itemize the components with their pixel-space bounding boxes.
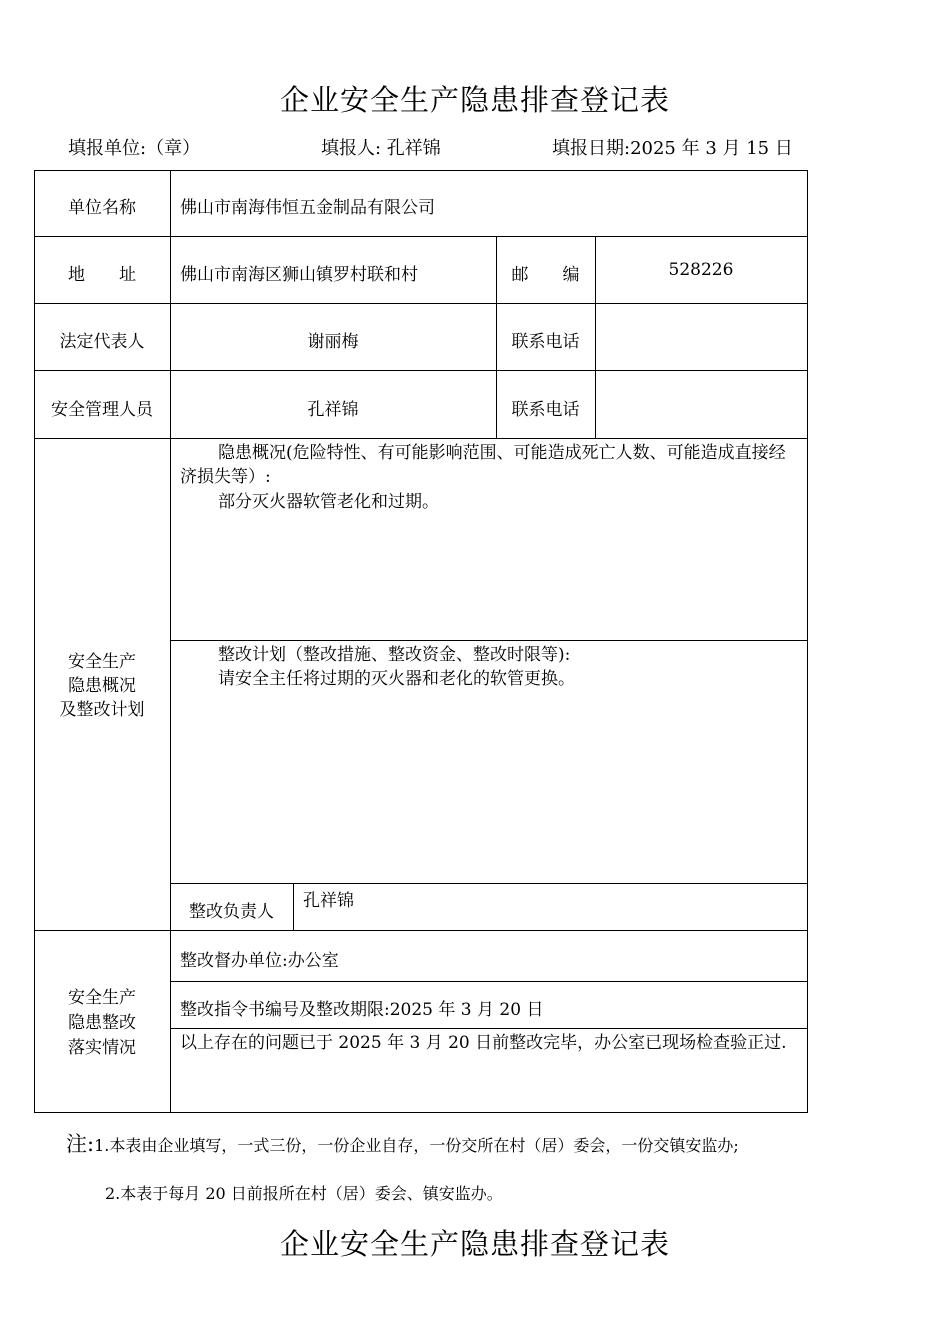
- unit-name-value: 佛山市南海伟恒五金制品有限公司: [180, 198, 435, 218]
- unit-name-label: 单位名称: [68, 198, 136, 218]
- hazard-overview-text: 部分灭火器软管老化和过期。: [218, 492, 439, 512]
- rectify-plan-text: 请安全主任将过期的灭火器和老化的软管更换。: [218, 669, 575, 689]
- rectify-person-value: 孔祥锦: [303, 891, 354, 911]
- completion-text: 以上存在的问题已于 2025 年 3 月 20 日前整改完毕，办公室已现场检查验正过.: [180, 1033, 787, 1053]
- notes-line-2: 2.本表于每月 20 日前报所在村（居）委会、镇安监办。: [105, 1184, 503, 1203]
- notes-prefix: 注:: [66, 1132, 95, 1156]
- safety-manager-value: 孔祥锦: [307, 400, 359, 420]
- legal-rep-value: 谢丽梅: [307, 332, 359, 352]
- postcode-value: 528226: [668, 260, 734, 280]
- supervise-unit: 整改督办单位:办公室: [180, 951, 339, 971]
- hazard-overview-heading: 隐患概况(危险特性、有可能影响范围、可能造成死亡人数、可能造成直接经济损失等）:: [180, 443, 786, 487]
- rectify-person-label: 整改负责人: [189, 902, 274, 922]
- safety-manager-label: 安全管理人员: [51, 400, 153, 420]
- notes-line-1-text: 1.本表由企业填写，一式三份，一份企业自存，一份交所在村（居）委会，一份交镇安监办;: [94, 1136, 739, 1155]
- footer-title: 企业安全生产隐患排查登记表: [279, 1227, 670, 1261]
- notes-line-1: [66, 1128, 739, 1158]
- address-value: 佛山市南海区狮山镇罗村联和村: [180, 265, 418, 285]
- fill-unit-label: 填报单位:（章）: [68, 138, 201, 159]
- address-label: 地 址: [68, 265, 136, 285]
- phone-label-1: 联系电话: [511, 332, 580, 352]
- filler-label: 填报人: 孔祥锦: [321, 138, 441, 159]
- fill-date-label: 填报日期:2025 年 3 月 15 日: [552, 138, 793, 159]
- legal-rep-label: 法定代表人: [59, 332, 145, 352]
- rectify-plan-heading: 整改计划（整改措施、整改资金、整改时限等):: [218, 645, 571, 665]
- implementation-section-label: 安全生产 隐患整改 落实情况: [68, 988, 136, 1058]
- hazard-section-label: 安全生产 隐患概况 及整改计划: [59, 652, 145, 720]
- order-deadline: 整改指令书编号及整改期限:2025 年 3 月 20 日: [180, 1000, 544, 1020]
- phone-label-2: 联系电话: [511, 400, 580, 420]
- postcode-label: 邮 编: [511, 265, 580, 285]
- page-title: 企业安全生产隐患排查登记表: [279, 83, 670, 117]
